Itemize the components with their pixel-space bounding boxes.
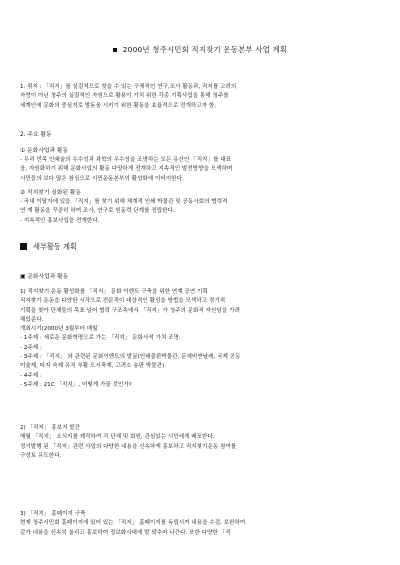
text-line: 미술제, 타지 숙제 유치 부활 도시축제, 고려소 송판 박물관) [20,363,165,370]
text-line: 매월 「직지」 소식지를 제작하여 각 단체 및 회원, 관심있는 시민에게 배포한다. [20,434,215,441]
text-line: - 4주제 : [20,372,42,379]
detailed-plan-heading-text: 세부활동 계획 [33,242,77,251]
text-line: 정기발행 된 「직지」관련 사업의 다양한 내용을 신속하게 홍보하고 직지찾기운동 참여를 [20,443,237,450]
square-bullet-icon [113,48,117,52]
square-bullet-icon [20,243,27,250]
activities-heading: 2. 주요 활동 [20,132,52,138]
text-line: 자랑이 아닌 청주의 실질적인 자원으로 활용이 가치 위한 각종 기획사업을 통해 청주를 [20,93,229,100]
culture-projects-heading: ▣ 문화사업과 활동 [20,274,69,280]
text-line: - 우리 민족 인쇄술의 우수성과 과학의 우수성을 조명하는 모든 유산인 「직지」를 대표 [20,157,232,163]
text-line: 개최시기(2000년 3월부터 매월 [20,326,98,333]
newsletter-section [20,424,382,461]
homepage-section [20,510,382,538]
text-line: - 3주제 : 「직지」 와 관련된 문화이벤트의 발굴(인쇄출판박물관, 문예비엔날레, 국제 공동 [20,354,241,361]
text-line: 연 계 활동을 꾸준히 하여 조사, 연구로 원동력 단계를 정립한다. [20,208,175,215]
text-line: - 국내 이탈자에 있을 「직지」를 찾기 위해 체계적 인쇄 박물관 및 공동사회의 협력적 [20,199,228,205]
text-line: 구성토 유도한다. [20,452,62,459]
detailed-plan-heading [20,242,77,252]
research-activities-heading: ② 직지찾기 심화된 활동 [20,190,82,196]
text-line: - 5주제 : 21C 「직지」, 어떻게 가꿀 것인가? [20,381,132,388]
text-line: 해있준다. [20,316,44,323]
text-line: 시민들의 보다 많은 참심으로 시민운동본부의 활성화에 이바지한다. [20,175,184,182]
text-line: 기획을 찾아 단체들의 목표 넘어 협력 구조속에서 「직지」가 청주의 문화적 자산임을 가려 [20,307,240,314]
purpose-paragraph [20,83,382,111]
text-line: - 2주제 : [20,344,42,351]
text-line: 음, 자원화하기 위해 문화사업의 활동 다양하게 전개하고 지속적인 발전방향을 모색하며 [20,166,233,173]
text-line: 직지찾기 운동을 다양한 시각으로 전문적이 대상적인 활성을 방법을 모색하고 경기적 [20,298,226,305]
text-line: 세계인에 문화의 중심지로 발돋움 시키기 위한 활동을 효율적으로 전개하고자 함. [20,102,217,109]
text-line: 3) 「직지」 홈페이지 구축 [20,511,86,517]
document-title [0,44,400,55]
text-line: 현재 청주시민회 홈페이지에 있어 있는 「직지」 홈페이지를 독립시켜 내용을 수검, 보완하여 [20,520,246,527]
text-line: 같가 내용을 신속히 올리고 홍보하여 정보화시대에 발 맞추어 나간다. 또한 다양한 「직 [20,529,231,536]
text-line: 1) 직지찾기 운동 활성화를 「직지」 문화 이벤트 구축을 위한 연계 공연 기획 [20,289,208,295]
text-line: 2) 「직지」 홍보지 발간 [20,425,81,431]
text-line: - 1주제 : 새로운 문화혁명으로 가는 「직지」 문화사적 가치 조명. [20,335,181,342]
promotion-activities-heading: ① 문화사업과 활동 [20,148,69,154]
text-line: - 지속적인 홍보사업을 전개한다. [20,217,100,224]
event-planning-section [20,288,382,390]
text-line: 1. 취지 : 「직지」를 실질적으로 찾을 수 있는 구체적인 연구,조사 활동과, 직지를 고려의 [20,84,237,90]
document-title-text: 2000년 청주시민회 직지찾기 운동본부 사업 계획 [122,45,288,54]
promotion-activities-body [20,156,382,184]
research-activities-body [20,198,382,226]
